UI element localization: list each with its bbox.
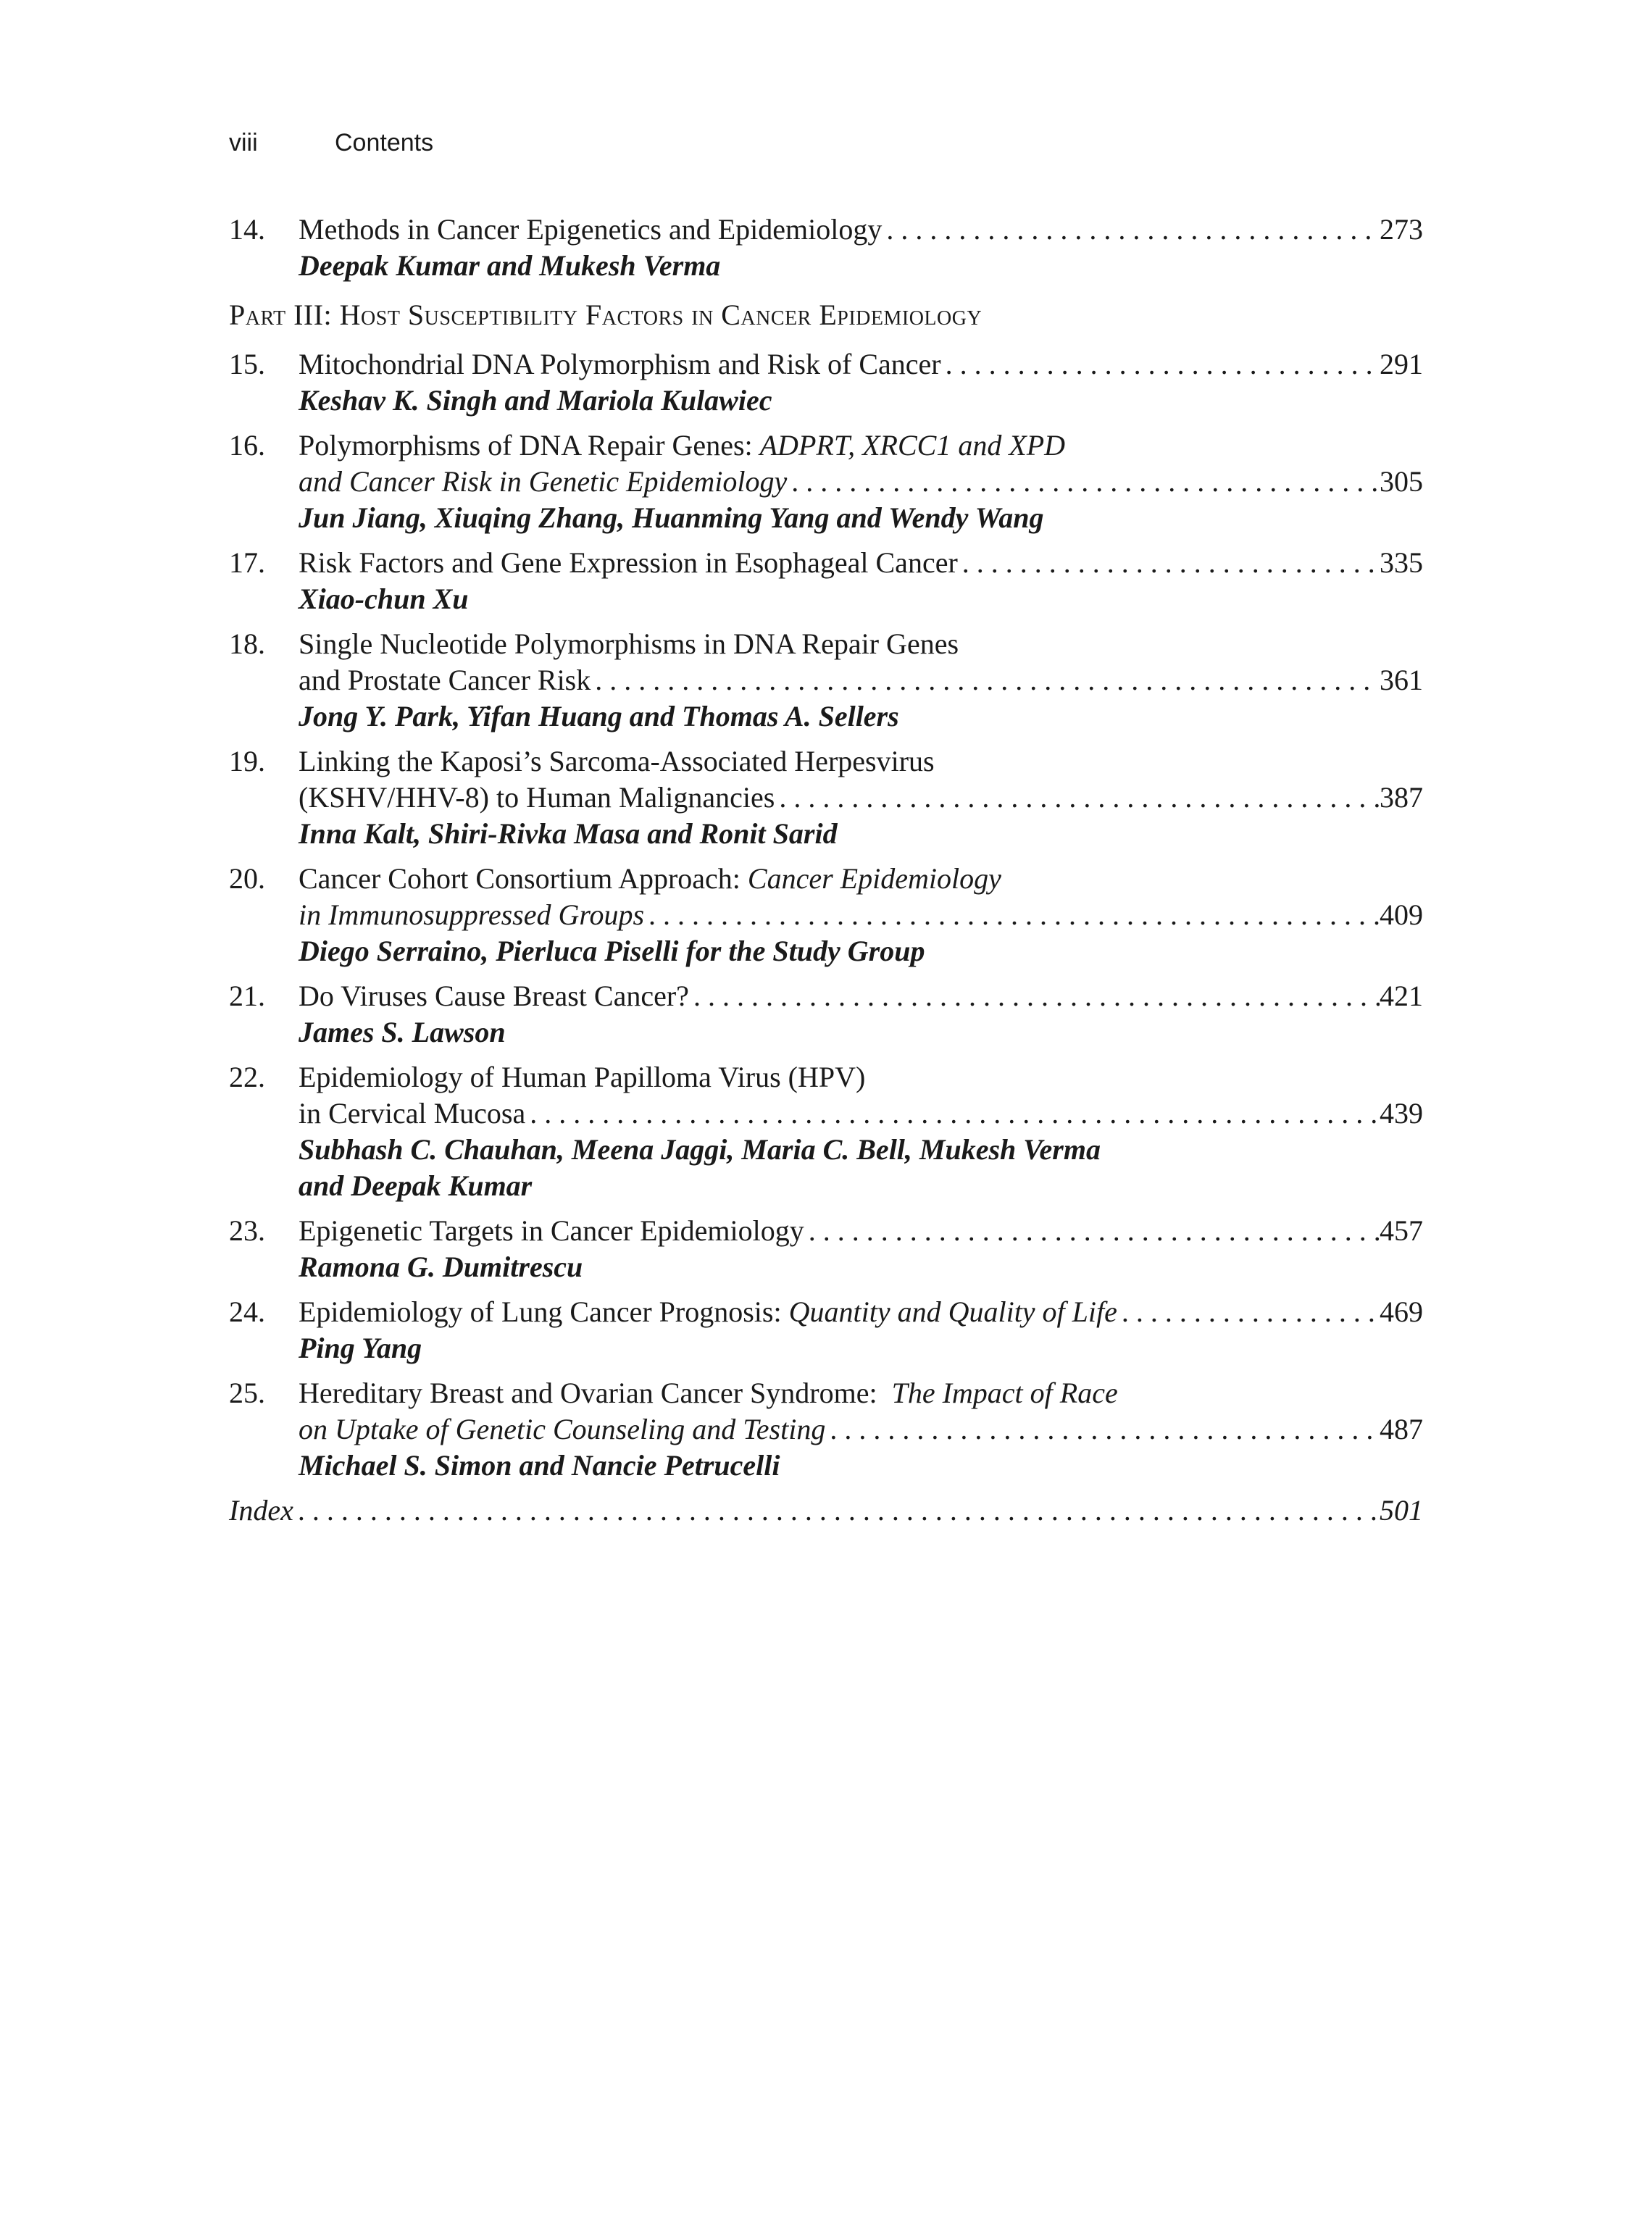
- chapter-number: 23.: [229, 1214, 265, 1247]
- chapter-title-line: [299, 861, 1423, 897]
- table-of-contents: [229, 212, 1423, 1529]
- chapter-title-segment: Methods in Cancer Epigenetics and Epidemiology: [299, 213, 883, 246]
- toc-entry[interactable]: [229, 861, 1423, 969]
- chapter-title-segment: Linking the Kaposi’s Sarcoma-Associated Herpesvirus: [299, 745, 935, 777]
- chapter-title-line: [299, 626, 1423, 662]
- chapter-title-segment: and Prostate Cancer Risk: [299, 664, 591, 696]
- dot-leader: [591, 662, 1380, 698]
- page-number: 361: [1380, 664, 1423, 696]
- dot-leader: [882, 212, 1380, 248]
- toc-entry[interactable]: [229, 1294, 1423, 1366]
- chapter-title-text: [299, 626, 959, 662]
- toc-entry[interactable]: [229, 1375, 1423, 1484]
- chapter-authors: Diego Serraino, Pierluca Piselli for the Study Group: [299, 935, 925, 967]
- chapter-title-line: [299, 1294, 1423, 1330]
- chapter-title-line: [299, 662, 1423, 698]
- toc-entries-part-iii: [229, 346, 1423, 1484]
- chapter-authors: Deepak Kumar and Mukesh Verma: [299, 249, 721, 282]
- running-head: [229, 130, 433, 155]
- chapter-authors: Ramona G. Dumitrescu: [299, 1251, 583, 1283]
- running-head-title: Contents: [335, 129, 434, 156]
- page-number: 387: [1380, 781, 1423, 814]
- chapter-title-text: [299, 897, 644, 933]
- dot-leader: [525, 1095, 1380, 1132]
- toc-entry[interactable]: [229, 346, 1423, 419]
- chapter-body: [299, 1213, 1423, 1285]
- chapter-authors: Jun Jiang, Xiuqing Zhang, Huanming Yang and Wendy Wang: [299, 501, 1044, 534]
- chapter-body: [299, 861, 1423, 969]
- toc-entry[interactable]: [229, 1059, 1423, 1204]
- toc-entries-part-ii: [229, 212, 1423, 284]
- chapter-title-segment: in Cervical Mucosa: [299, 1097, 526, 1130]
- chapter-body: [299, 545, 1423, 617]
- chapter-title-text: [299, 427, 1065, 464]
- chapter-authors: Ping Yang: [299, 1332, 422, 1364]
- chapter-title-line: [299, 743, 1423, 780]
- chapter-title-segment: and Cancer Risk in Genetic Epidemiology: [299, 465, 788, 498]
- dot-leader: [804, 1213, 1380, 1249]
- chapter-number: 15.: [229, 348, 265, 380]
- dot-leader: [775, 780, 1380, 816]
- dot-leader: [1117, 1294, 1380, 1330]
- dot-leader: [787, 464, 1380, 500]
- chapter-number: 24.: [229, 1295, 265, 1328]
- chapter-title-line: [299, 1213, 1423, 1249]
- chapter-title-segment: Single Nucleotide Polymorphisms in DNA Repair Genes: [299, 627, 959, 660]
- chapter-title-line: [299, 464, 1423, 500]
- toc-entry[interactable]: [229, 743, 1423, 852]
- chapter-body: [299, 427, 1423, 536]
- chapter-title-segment: Epidemiology of Lung Cancer Prognosis:: [299, 1295, 789, 1328]
- chapter-authors: and Deepak Kumar: [299, 1169, 533, 1202]
- page-number: 291: [1380, 348, 1423, 380]
- page-number: 335: [1380, 546, 1423, 579]
- chapter-title-text: [299, 1294, 1117, 1330]
- chapter-title-line: [299, 1095, 1423, 1132]
- chapter-body: [299, 1294, 1423, 1366]
- chapter-title-line: [299, 545, 1423, 581]
- toc-entry[interactable]: [229, 545, 1423, 617]
- chapter-number: 21.: [229, 980, 265, 1012]
- chapter-body: [299, 743, 1423, 852]
- chapter-body: [299, 212, 1423, 284]
- chapter-title-text: [299, 212, 882, 248]
- chapter-title-text: [299, 780, 775, 816]
- chapter-title-line: [299, 780, 1423, 816]
- chapter-body: [299, 1059, 1423, 1204]
- chapter-number: 19.: [229, 745, 265, 777]
- page-number: 421: [1380, 980, 1423, 1012]
- dot-leader: [825, 1411, 1380, 1448]
- chapter-number: 20.: [229, 862, 265, 895]
- chapter-authors: Xiao-chun Xu: [299, 583, 469, 615]
- chapter-authors: Inna Kalt, Shiri-Rivka Masa and Ronit Sarid: [299, 817, 838, 850]
- chapter-title-segment: Epidemiology of Human Papilloma Virus (HPV): [299, 1061, 866, 1093]
- dot-leader: [644, 897, 1380, 933]
- dot-leader: [958, 545, 1380, 581]
- index-label: Index: [229, 1494, 293, 1527]
- chapter-title-text: [299, 464, 787, 500]
- chapter-authors: Jong Y. Park, Yifan Huang and Thomas A. Sellers: [299, 700, 899, 732]
- chapter-title-text: [299, 1213, 804, 1249]
- toc-entry[interactable]: [229, 626, 1423, 735]
- page-number: 457: [1380, 1214, 1423, 1247]
- chapter-title-segment: Cancer Epidemiology: [747, 862, 1001, 895]
- index-page-number: 501: [1380, 1494, 1423, 1527]
- chapter-title-segment: ADPRT, XRCC1 and XPD: [759, 429, 1066, 462]
- page-number: 305: [1380, 465, 1423, 498]
- chapter-title-line: [299, 978, 1423, 1014]
- chapter-title-segment: (KSHV/HHV-8) to Human Malignancies: [299, 781, 775, 814]
- chapter-title-segment: in Immunosuppressed Groups: [299, 898, 645, 931]
- toc-entry[interactable]: [229, 978, 1423, 1051]
- chapter-title-line: [299, 212, 1423, 248]
- chapter-number: 25.: [229, 1377, 265, 1409]
- dot-leader: [689, 978, 1380, 1014]
- chapter-title-segment: Polymorphisms of DNA Repair Genes:: [299, 429, 760, 462]
- chapter-title-text: [299, 662, 591, 698]
- chapter-body: [299, 346, 1423, 419]
- chapter-title-segment: The Impact of Race: [891, 1377, 1118, 1409]
- chapter-title-segment: Hereditary Breast and Ovarian Cancer Syndrome:: [299, 1377, 892, 1409]
- chapter-title-line: [299, 1411, 1423, 1448]
- chapter-number: 17.: [229, 546, 265, 579]
- chapter-title-text: [299, 861, 1001, 897]
- chapter-title-text: [299, 978, 689, 1014]
- chapter-number: 22.: [229, 1061, 265, 1093]
- chapter-title-line: [299, 346, 1423, 383]
- chapter-title-segment: on Uptake of Genetic Counseling and Testing: [299, 1413, 826, 1445]
- page-folio: viii: [229, 129, 258, 156]
- chapter-title-segment: Cancer Cohort Consortium Approach:: [299, 862, 748, 895]
- chapter-title-segment: Epigenetic Targets in Cancer Epidemiology: [299, 1214, 804, 1247]
- chapter-title-segment: Do Viruses Cause Breast Cancer?: [299, 980, 689, 1012]
- chapter-title-segment: Mitochondrial DNA Polymorphism and Risk of Cancer: [299, 348, 941, 380]
- chapter-title-line: [299, 897, 1423, 933]
- chapter-authors: Michael S. Simon and Nancie Petrucelli: [299, 1449, 780, 1482]
- chapter-body: [299, 626, 1423, 735]
- page-number: 409: [1380, 898, 1423, 931]
- chapter-title-text: [299, 1095, 525, 1132]
- index-entry[interactable]: [229, 1493, 1423, 1529]
- chapter-title-text: [299, 1059, 865, 1095]
- chapter-title-text: [299, 545, 958, 581]
- chapter-title-text: [299, 1375, 1118, 1411]
- dot-leader: [941, 346, 1380, 383]
- page-number: 487: [1380, 1413, 1423, 1445]
- part-heading: Part III: Host Susceptibility Factors in Cancer Epidemiology: [229, 299, 983, 331]
- chapter-title-segment: Risk Factors and Gene Expression in Esophageal Cancer: [299, 546, 958, 579]
- chapter-body: [299, 1375, 1423, 1484]
- toc-entry[interactable]: [229, 1213, 1423, 1285]
- page-number: 273: [1380, 213, 1423, 246]
- chapter-title-text: [299, 1411, 825, 1448]
- chapter-authors: Keshav K. Singh and Mariola Kulawiec: [299, 384, 772, 417]
- toc-entry[interactable]: [229, 427, 1423, 536]
- chapter-title-text: [299, 743, 935, 780]
- page-number: 469: [1380, 1295, 1423, 1328]
- chapter-title-segment: Quantity and Quality of Life: [788, 1295, 1117, 1328]
- chapter-title-line: [299, 1059, 1423, 1095]
- chapter-number: 14.: [229, 213, 265, 246]
- toc-entry[interactable]: [229, 212, 1423, 284]
- page-number: 439: [1380, 1097, 1423, 1130]
- dot-leader: [293, 1493, 1380, 1529]
- chapter-title-line: [299, 427, 1423, 464]
- chapter-number: 16.: [229, 429, 265, 462]
- chapter-authors: James S. Lawson: [299, 1016, 506, 1048]
- chapter-body: [299, 978, 1423, 1051]
- chapter-authors: Subhash C. Chauhan, Meena Jaggi, Maria C. Bell, Mukesh Verma: [299, 1133, 1101, 1166]
- chapter-title-text: [299, 346, 941, 383]
- chapter-title-line: [299, 1375, 1423, 1411]
- chapter-number: 18.: [229, 627, 265, 660]
